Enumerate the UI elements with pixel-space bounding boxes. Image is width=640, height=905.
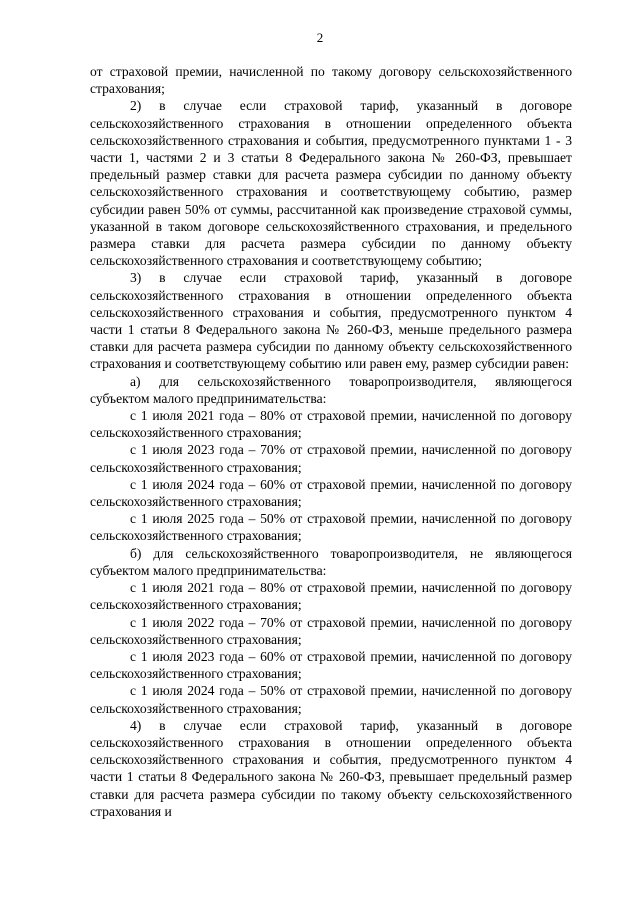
document-body xyxy=(90,63,572,820)
paragraph: с 1 июля 2023 года – 60% от страховой премии, начисленной по договору сельскохозяйственного страхования; xyxy=(90,648,572,682)
paragraph: 2) в случае если страховой тариф, указанный в договоре сельскохозяйственного страхования в отношении определенного объекта сельскохозяйственного страхования и события, предусмотренного пунктами 1 - 3 части 1, частями 2 и 3 статьи 8 Федерального закона № 260-ФЗ, превышает предельный размер ставки для расчета размера субсидии по данному объекту сельскохозяйственного страхования и соответствующему событию, размер субсидии равен 50% от суммы, рассчитанной как произведение страховой суммы, указанной в таком договоре сельскохозяйственного страхования, и предельного размера ставки для расчета размера субсидии по данному объекту сельскохозяйственного страхования и соответствующему событию; xyxy=(90,98,572,269)
paragraph: 4) в случае если страховой тариф, указанный в договоре сельскохозяйственного страхования в отношении определенного объекта сельскохозяйственного страхования и события, предусмотренного пунктом 4 части 1 статьи 8 Федерального закона № 260-ФЗ, превышает предельный размер ставки для расчета размера субсидии по такому объекту сельскохозяйственного страхования и xyxy=(90,717,572,819)
paragraph: 3) в случае если страховой тариф, указанный в договоре сельскохозяйственного страхования в отношении определенного объекта сельскохозяйственного страхования и события, предусмотренного пунктом 4 части 1 статьи 8 Федерального закона № 260-ФЗ, меньше предельного размера ставки для расчета размера субсидии по данному объекту сельскохозяйственного страхования и соответствующему событию или равен ему, размер субсидии равен: xyxy=(90,270,572,372)
paragraph: с 1 июля 2024 года – 50% от страховой премии, начисленной по договору сельскохозяйственного страхования; xyxy=(90,683,572,716)
paragraph: а) для сельскохозяйственного товаропроизводителя, являющегося субъектом малого предпринимательства: xyxy=(90,373,572,406)
paragraph: с 1 июля 2021 года – 80% от страховой премии, начисленной по договору сельскохозяйственного страхования; xyxy=(90,580,572,613)
paragraph: с 1 июля 2023 года – 70% от страховой премии, начисленной по договору сельскохозяйственного страхования; xyxy=(90,442,572,475)
paragraph: б) для сельскохозяйственного товаропроизводителя, не являющегося субъектом малого предпринимательства: xyxy=(90,545,572,578)
paragraph: с 1 июля 2025 года – 50% от страховой премии, начисленной по договору сельскохозяйственного страхования; xyxy=(90,511,572,544)
paragraph: с 1 июля 2024 года – 60% от страховой премии, начисленной по договору сельскохозяйственного страхования; xyxy=(90,476,572,510)
paragraph: с 1 июля 2021 года – 80% от страховой премии, начисленной по договору сельскохозяйственного страхования; xyxy=(90,408,572,441)
page-number: 2 xyxy=(316,30,324,45)
paragraph: с 1 июля 2022 года – 70% от страховой премии, начисленной по договору сельскохозяйственного страхования; xyxy=(90,614,572,647)
paragraph: от страховой премии, начисленной по такому договору сельскохозяйственного страхования; xyxy=(90,64,572,97)
